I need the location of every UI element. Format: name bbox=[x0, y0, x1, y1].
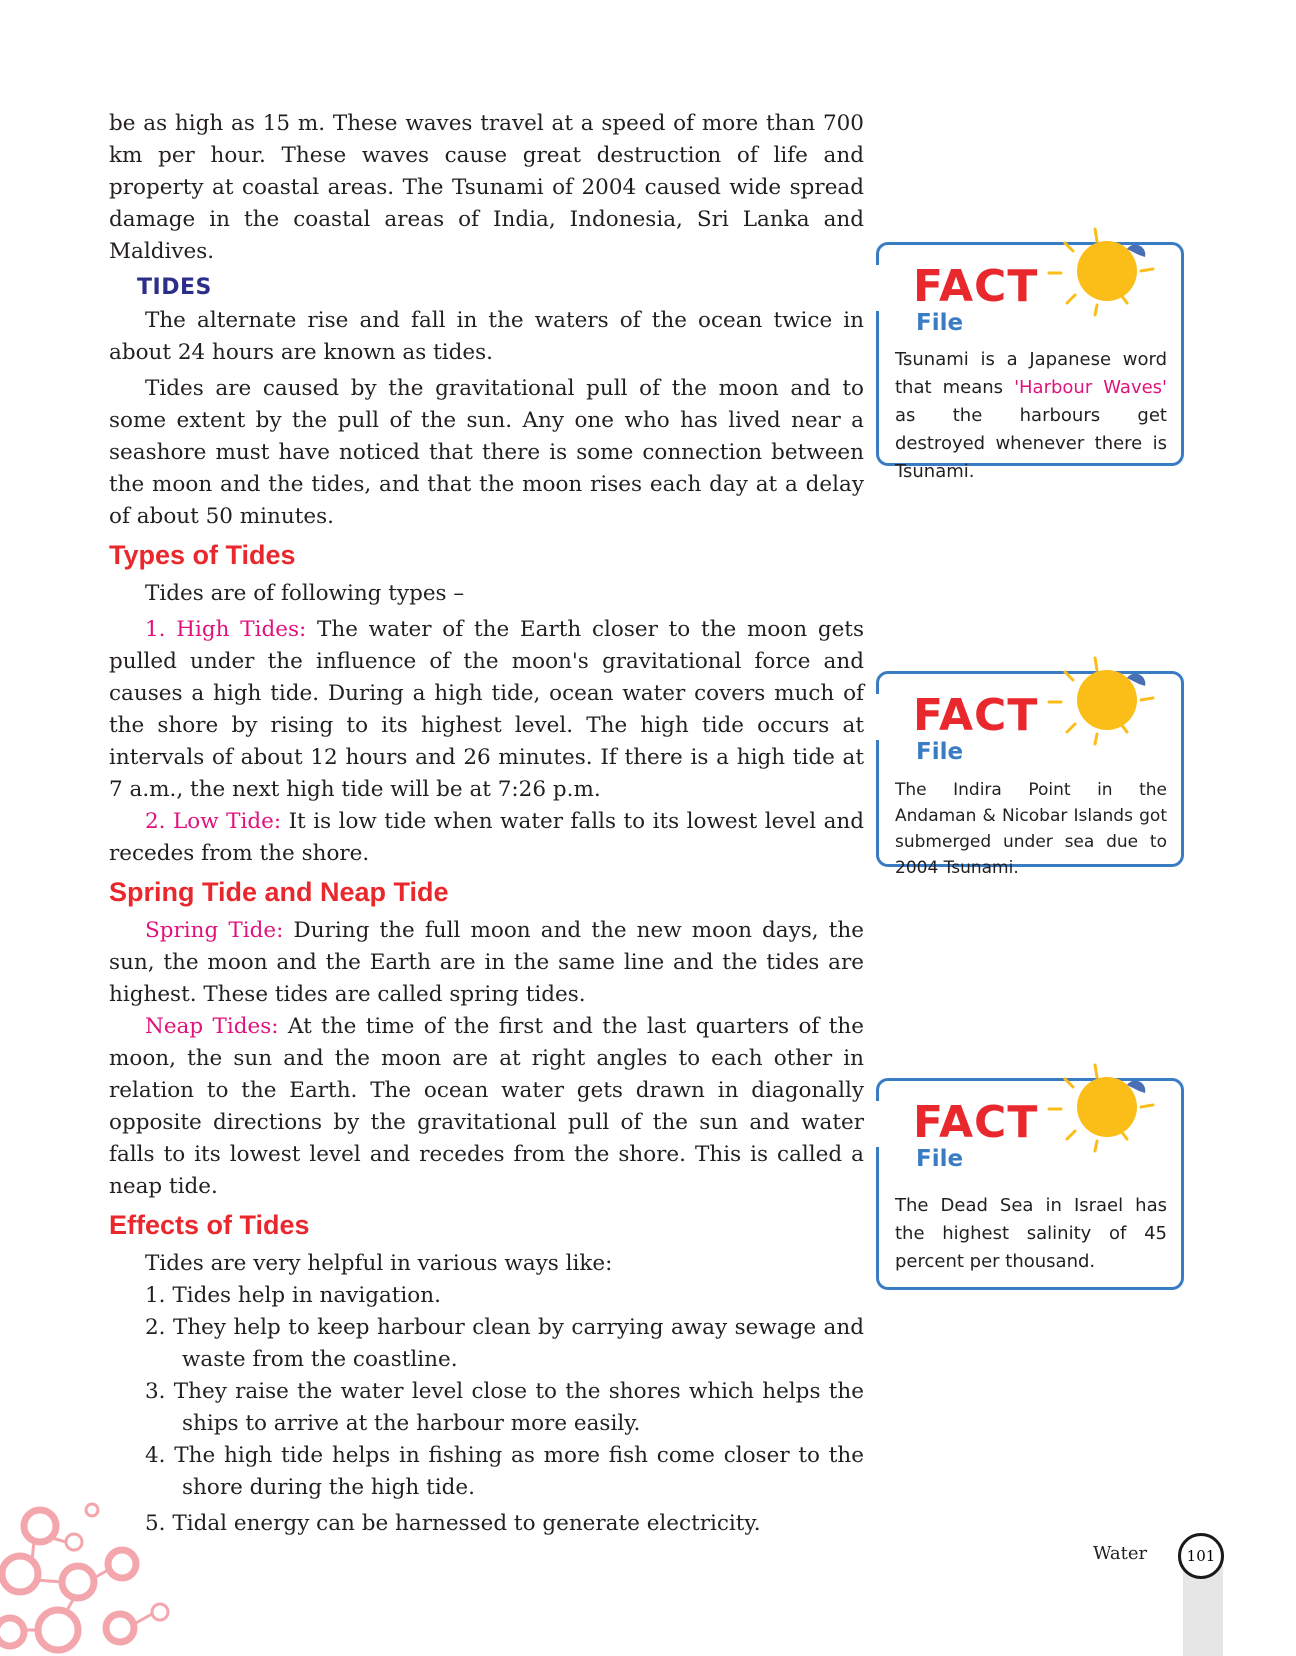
fact-subtitle: File bbox=[916, 310, 964, 336]
low-tide-label: 2. Low Tide: bbox=[145, 809, 282, 834]
fact-title: FACT bbox=[913, 690, 1039, 741]
neap-tide-paragraph bbox=[109, 1011, 864, 1203]
high-tides-label: 1. High Tides: bbox=[145, 617, 307, 642]
sun-icon bbox=[1045, 1063, 1165, 1163]
page-edge-tab bbox=[1183, 1566, 1223, 1656]
chapter-label: Water bbox=[1093, 1543, 1148, 1564]
low-tide-text: It is low tide when water falls to its lowest level and recedes from the shore. bbox=[109, 809, 864, 866]
tides-heading: TIDES bbox=[137, 275, 212, 300]
fact-text: Tsunami is a Japanese word that means 'Harbour Waves' as the harbours get destroyed whenever there is Tsunami. bbox=[895, 349, 1167, 482]
bubble-decoration-icon bbox=[0, 1500, 180, 1656]
fact-text: The Indira Point in the Andaman & Nicobar Islands got submerged under sea due to 2004 Tsunami. bbox=[895, 780, 1167, 878]
tides-paragraph-2: Tides are caused by the gravitational pull of the moon and to some extent by the pull of the sun. Any one who has lived near a seashore must have noticed that there is some connection between the moon and the tides, and that the moon rises each day at a delay of about 50 minutes. bbox=[109, 376, 864, 529]
spring-neap-heading: Spring Tide and Neap Tide bbox=[109, 877, 449, 907]
fact-title: FACT bbox=[913, 1097, 1039, 1148]
fact-box-1 bbox=[876, 242, 1184, 482]
main-text-column bbox=[109, 108, 864, 1540]
spring-tide-text: During the full moon and the new moon days, the sun, the moon and the Earth are in the same line and the tides are highest. These tides are called spring tides. bbox=[109, 918, 864, 1007]
effects-intro: Tides are very helpful in various ways like: bbox=[145, 1251, 613, 1276]
types-intro: Tides are of following types – bbox=[145, 581, 465, 606]
list-item: 3. They raise the water level close to the shores which helps the ships to arrive at the harbour more easily. bbox=[145, 1379, 864, 1436]
neap-tide-text: At the time of the first and the last quarters of the moon, the sun and the moon are at right angles to each other in relation to the Earth. The ocean water gets drawn in diagonally opposite directions by the gravitational pull of the sun and water falls to its lowest level and recedes from the shore. This is called a neap tide. bbox=[109, 1014, 864, 1199]
effects-list bbox=[109, 1280, 864, 1540]
high-tides-paragraph bbox=[109, 614, 864, 806]
fact-highlight: 'Harbour Waves' bbox=[1014, 377, 1167, 398]
sun-icon bbox=[1045, 227, 1165, 327]
intro-paragraph: be as high as 15 m. These waves travel at a speed of more than 700 km per hour. These waves cause great destruction of life and property at coastal areas. The Tsunami of 2004 caused wide spread damage in the coastal areas of India, Indonesia, Sri Lanka and Maldives. bbox=[109, 111, 864, 264]
tides-paragraph-1: The alternate rise and fall in the waters of the ocean twice in about 24 hours are known as tides. bbox=[109, 308, 864, 365]
page-number: 101 bbox=[1178, 1533, 1224, 1579]
high-tides-text: The water of the Earth closer to the moon gets pulled under the influence of the moon's gravitational force and causes a high tide. During a high tide, ocean water covers much of the shore by rising to its highest level. The high tide occurs at intervals of about 12 hours and 26 minutes. If there is a high tide at 7 a.m., the next high tide will be at 7:26 p.m. bbox=[109, 617, 864, 802]
sun-icon bbox=[1045, 656, 1165, 756]
list-item: 4. The high tide helps in fishing as more fish come closer to the shore during the high tide. bbox=[145, 1443, 864, 1500]
fact-title: FACT bbox=[913, 261, 1039, 312]
list-item: 5. Tidal energy can be harnessed to generate electricity. bbox=[145, 1511, 761, 1536]
list-item: 1. Tides help in navigation. bbox=[145, 1283, 441, 1308]
effects-heading: Effects of Tides bbox=[109, 1210, 310, 1240]
fact-subtitle: File bbox=[916, 1146, 964, 1172]
types-of-tides-heading: Types of Tides bbox=[109, 540, 296, 570]
fact-box-2 bbox=[876, 671, 1184, 878]
low-tide-paragraph bbox=[109, 806, 864, 870]
fact-subtitle: File bbox=[916, 739, 964, 765]
fact-text: The Dead Sea in Israel has the highest salinity of 45 percent per thousand. bbox=[895, 1195, 1167, 1272]
spring-tide-label: Spring Tide: bbox=[145, 918, 284, 943]
spring-tide-paragraph bbox=[109, 915, 864, 1011]
fact-box-3 bbox=[876, 1078, 1184, 1290]
neap-tide-label: Neap Tides: bbox=[145, 1014, 279, 1039]
list-item: 2. They help to keep harbour clean by carrying away sewage and waste from the coastline. bbox=[145, 1315, 864, 1372]
